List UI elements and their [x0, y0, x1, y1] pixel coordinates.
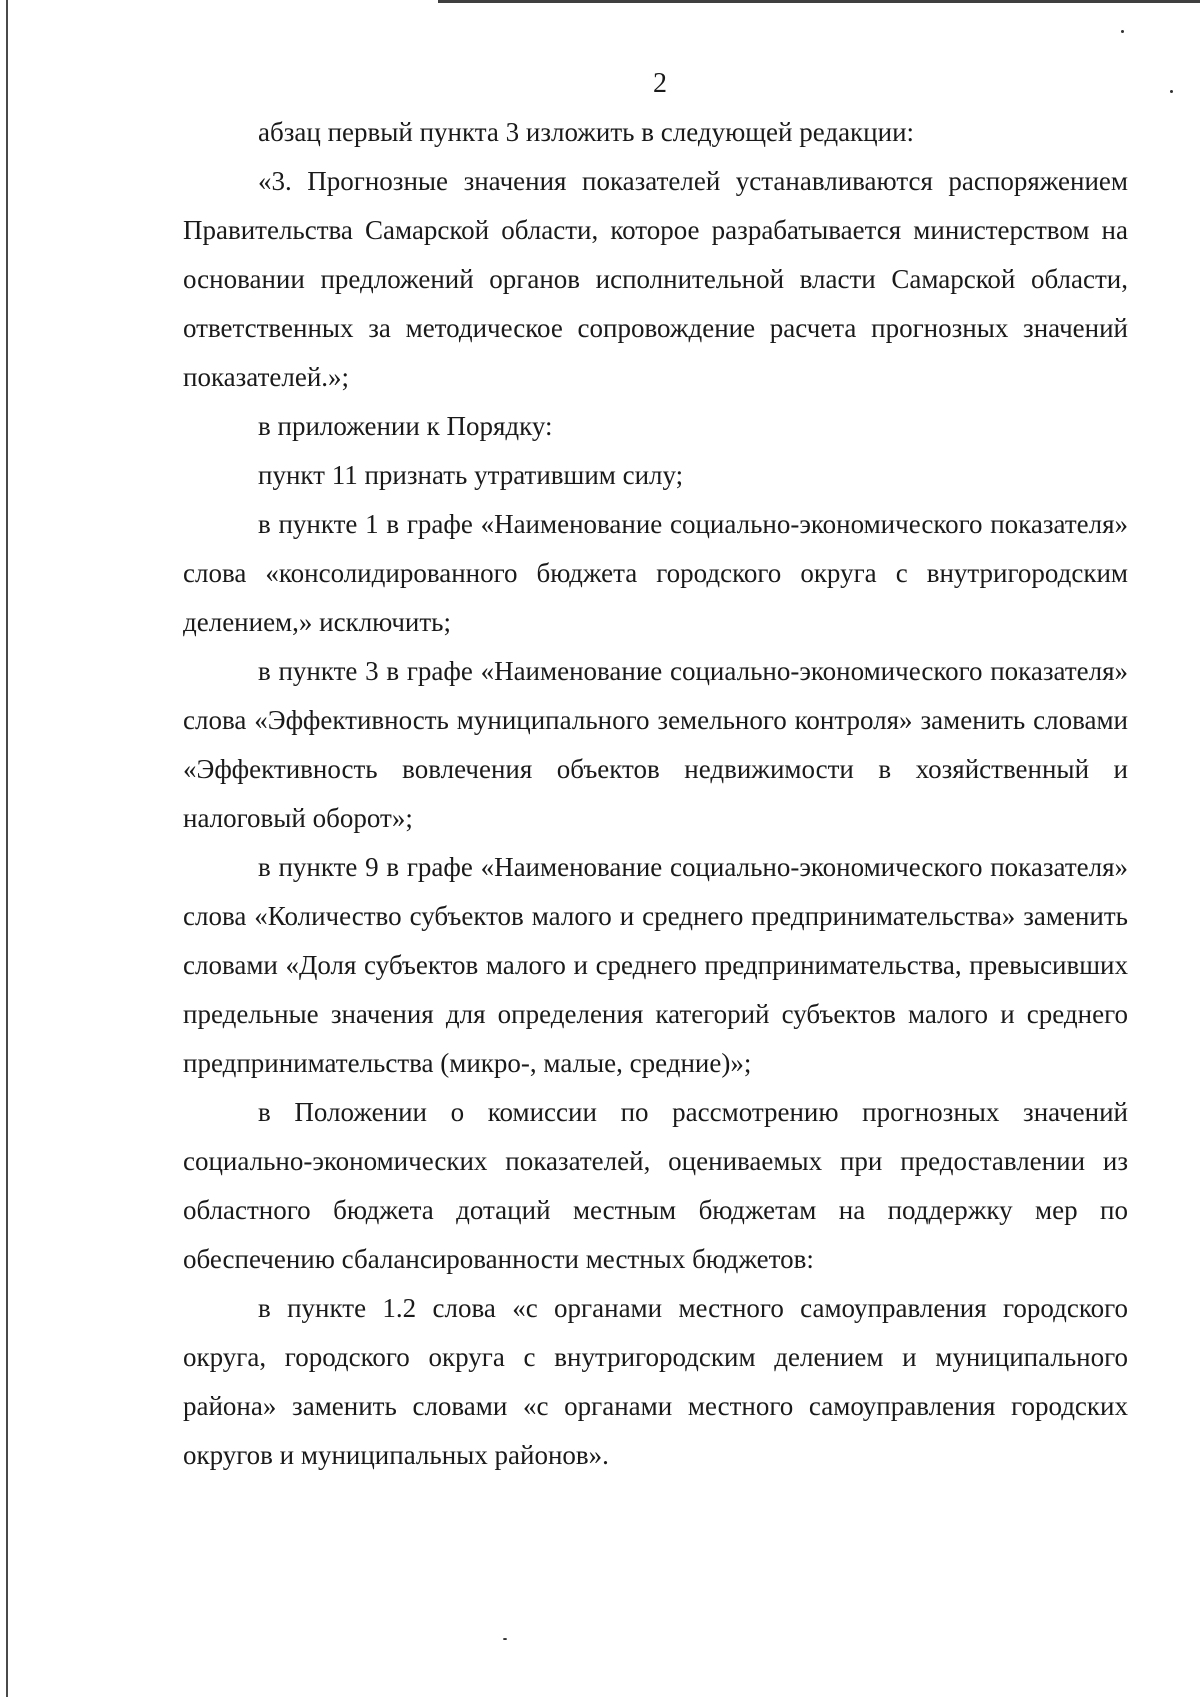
scan-edge-left [6, 0, 8, 1697]
document-body [183, 108, 1128, 1480]
scan-edge-top [438, 0, 1200, 3]
paragraph: «3. Прогнозные значения показателей устанавливаются распоряжением Правительства Самарской области, которое разрабатывается министерством на основании предложений органов исполнительной власти Самарской области, ответственных за методическое сопровождение расчета прогнозных значений показателей.»; [183, 166, 1128, 392]
scan-speck [1121, 30, 1124, 33]
paragraph: абзац первый пункта 3 изложить в следующей редакции: [258, 117, 915, 147]
scan-speck [503, 1638, 507, 1640]
paragraph: в Положении о комиссии по рассмотрению прогнозных значений социально-экономических показателей, оцениваемых при предоставлении из областного бюджета дотаций местным бюджетам на поддержку мер по обеспечению сбалансированности местных бюджетов: [183, 1097, 1128, 1274]
page-number: 2 [653, 68, 667, 99]
paragraph: в пункте 1.2 слова «с органами местного самоуправления городского округа, городского округа с внутригородским делением и муниципального района» заменить словами «с органами местного самоуправления городских округов и муниципальных районов». [183, 1293, 1128, 1470]
paragraph: в приложении к Порядку: [258, 411, 553, 441]
paragraph: в пункте 3 в графе «Наименование социально-экономического показателя» слова «Эффективность муниципального земельного контроля» заменить словами «Эффективность вовлечения объектов недвижимости в хозяйственный и налоговый оборот»; [183, 656, 1128, 833]
paragraph: пункт 11 признать утратившим силу; [258, 460, 684, 490]
paragraph: в пункте 9 в графе «Наименование социально-экономического показателя» слова «Количество субъектов малого и среднего предпринимательства» заменить словами «Доля субъектов малого и среднего предпринимательства, превысивших предельные значения для определения категорий субъектов малого и среднего предпринимательства (микро-, малые, средние)»; [183, 852, 1128, 1078]
paragraph: в пункте 1 в графе «Наименование социально-экономического показателя» слова «консолидированного бюджета городского округа с внутригородским делением,» исключить; [183, 509, 1128, 637]
